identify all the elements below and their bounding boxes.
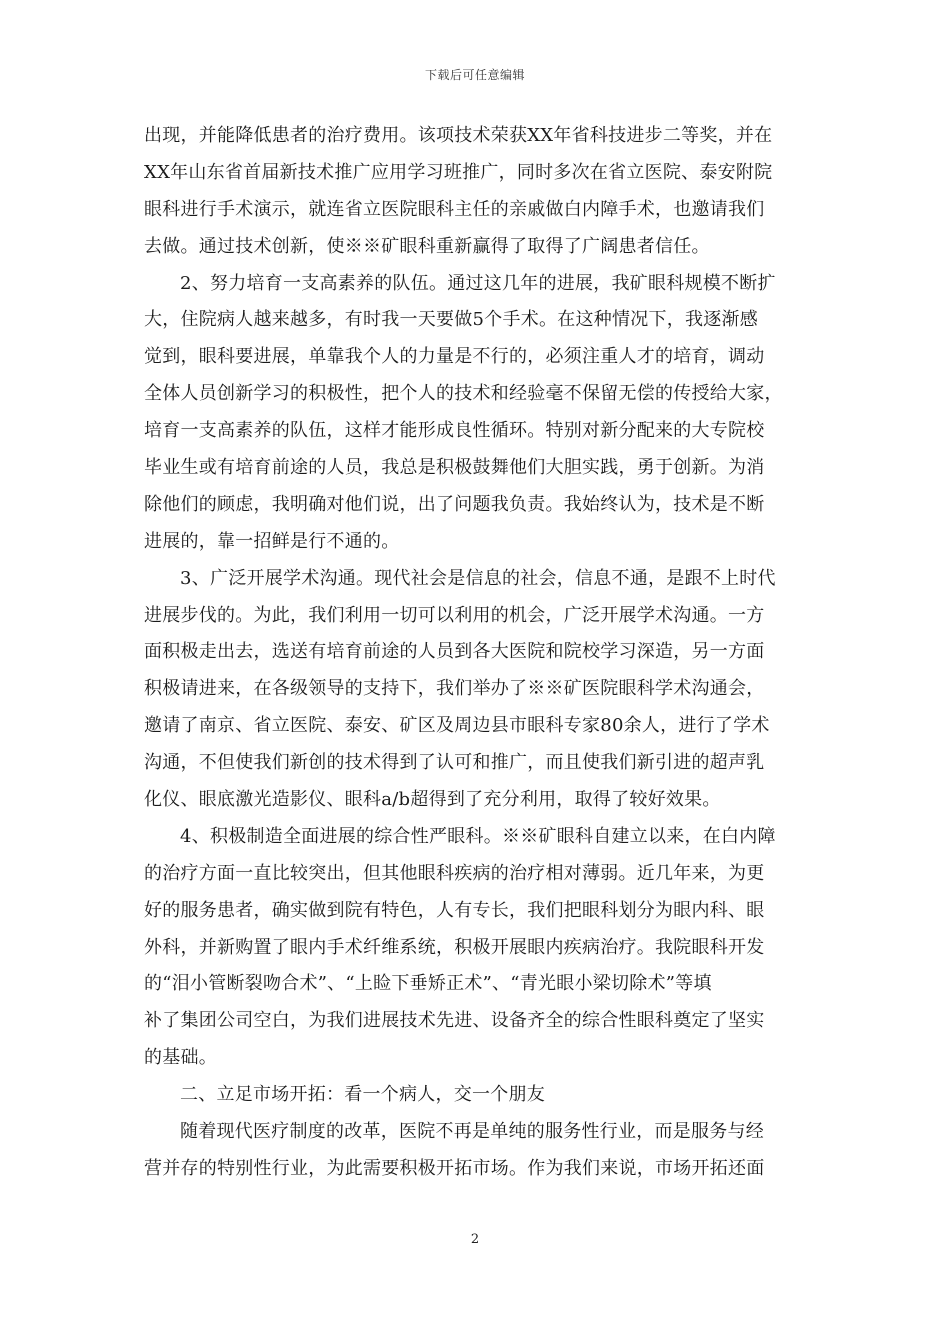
text-line: 营并存的特别性行业，为此需要积极开拓市场。作为我们来说，市场开拓还面 <box>144 1157 765 1179</box>
text-line: 补了集团公司空白，为我们进展技术先进、设备齐全的综合性眼科奠定了坚实 <box>144 1010 765 1032</box>
text-line: 化仪、眼底激光造影仪、眼科a/b超得到了充分利用，取得了较好效果。 <box>144 789 721 811</box>
text-line: 眼科进行手术演示，就连省立医院眼科主任的亲戚做白内障手术，也邀请我们 <box>144 198 765 220</box>
text-line: 培育一支高素养的队伍，这样才能形成良性循环。特别对新分配来的大专院校 <box>144 420 765 442</box>
paragraph-start-line: 3、广泛开展学术沟通。现代社会是信息的社会，信息不通，是跟不上时代 <box>180 567 776 589</box>
text-line: 面积极走出去，选送有培育前途的人员到各大医院和院校学习深造，另一方面 <box>144 641 765 663</box>
text-line: 积极请进来，在各级领导的支持下，我们举办了※※矿医院眼科学术沟通会， <box>144 678 765 700</box>
text-line: 邀请了南京、省立医院、泰安、矿区及周边县市眼科专家80余人，进行了学术 <box>144 715 770 737</box>
text-line: 的“泪小管断裂吻合术”、“上睑下垂矫正术”、“青光眼小梁切除术”等填 <box>144 973 712 995</box>
page-number: 2 <box>470 1232 480 1247</box>
text-line: 出现，并能降低患者的治疗费用。该项技术荣获XX年省科技进步二等奖，并在 <box>144 125 773 146</box>
section-heading: 二、立足市场开拓：看一个病人，交一个朋友 <box>180 1084 545 1106</box>
text-line: 毕业生或有培育前途的人员，我总是积极鼓舞他们大胆实践，勇于创新。为消 <box>144 457 765 479</box>
paragraph-start-line: 4、积极制造全面进展的综合性严眼科。※※矿眼科自建立以来，在白内障 <box>180 825 776 847</box>
text-line: 沟通，不但使我们新创的技术得到了认可和推广，而且使我们新引进的超声乳 <box>144 752 765 774</box>
text-line: 的基础。 <box>144 1047 217 1069</box>
text-line: 大，住院病人越来越多，有时我一天要做5个手术。在这种情况下，我逐渐感 <box>144 309 758 331</box>
paragraph-start-line: 2、努力培育一支高素养的队伍。通过这几年的进展，我矿眼科规模不断扩 <box>180 272 776 294</box>
text-line: XX年山东省首届新技术推广应用学习班推广，同时多次在省立医院、泰安附院 <box>144 161 773 183</box>
page-header: 下载后可任意编辑 <box>424 68 525 82</box>
text-line: 好的服务患者，确实做到院有特色，人有专长，我们把眼科划分为眼内科、眼 <box>144 899 765 921</box>
text-line: 进展步伐的。为此，我们利用一切可以利用的机会，广泛开展学术沟通。一方 <box>144 604 765 626</box>
text-line: 除他们的顾虑，我明确对他们说，出了问题我负责。我始终认为，技术是不断 <box>144 493 765 515</box>
text-line: 全体人员创新学习的积极性，把个人的技术和经验毫不保留无偿的传授给大家， <box>144 383 783 405</box>
text-line: 觉到，眼科要进展，单靠我个人的力量是不行的，必须注重人才的培育，调动 <box>144 346 765 368</box>
text-line: 去做。通过技术创新，使※※矿眼科重新赢得了取得了广阔患者信任。 <box>144 235 710 257</box>
text-line: 进展的，靠一招鲜是行不通的。 <box>144 530 400 552</box>
paragraph-start-line: 随着现代医疗制度的改革，医院不再是单纯的服务性行业，而是服务与经 <box>180 1121 764 1143</box>
text-line: 的治疗方面一直比较突出，但其他眼科疾病的治疗相对薄弱。近几年来，为更 <box>144 862 765 884</box>
document-body <box>144 118 809 1188</box>
text-line: 外科，并新购置了眼内手术纤维系统，积极开展眼内疾病治疗。我院眼科开发 <box>144 936 765 958</box>
